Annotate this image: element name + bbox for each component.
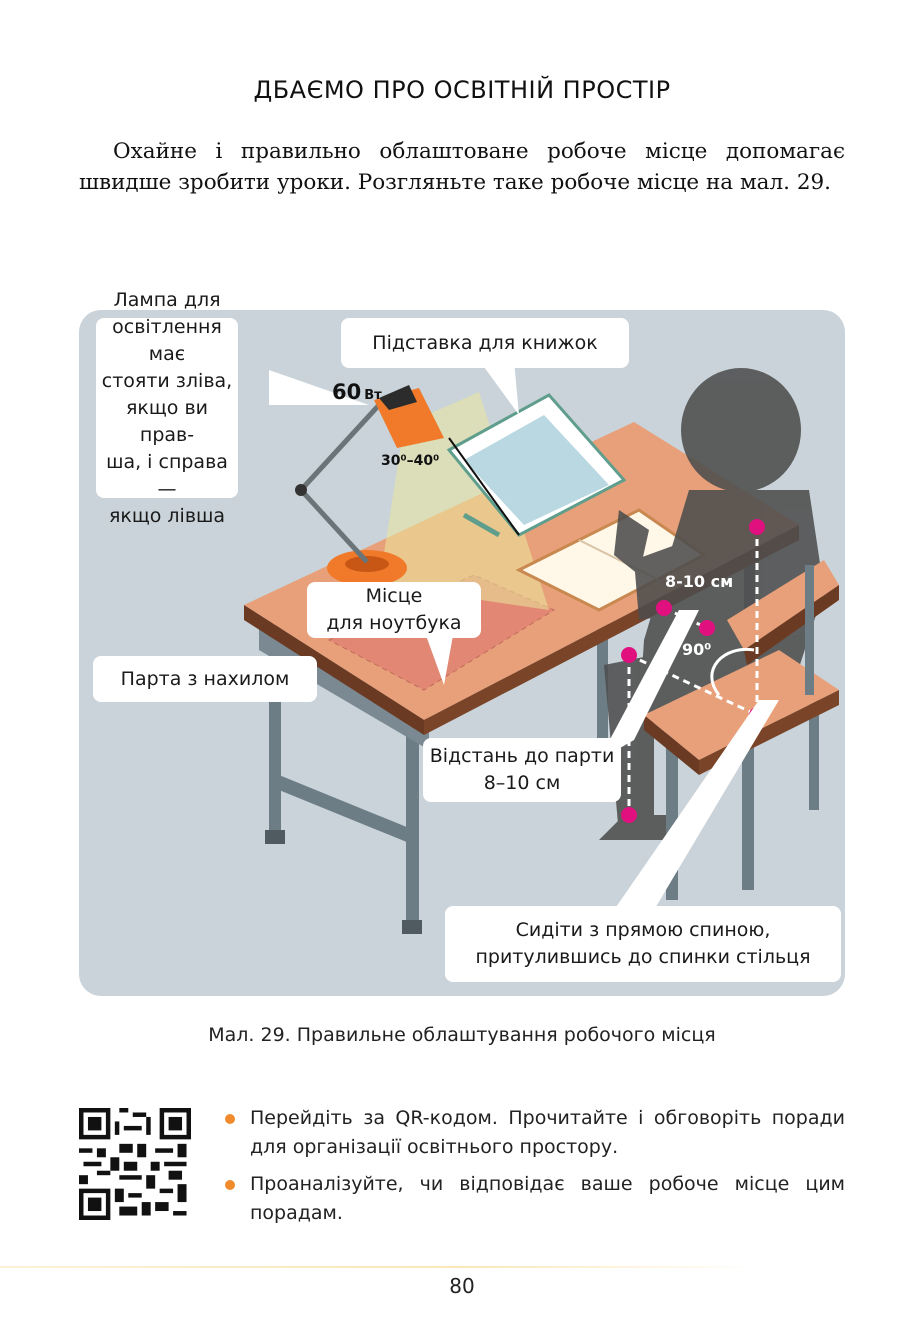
footer-divider — [0, 1266, 760, 1268]
figure-caption: Мал. 29. Правильне облаштування робочого місця — [208, 1024, 716, 1046]
page-heading: ДБАЄМО ПРО ОСВІТНІЙ ПРОСТІР — [253, 76, 671, 104]
book-stand-callout: Підставка для книжок — [341, 318, 629, 368]
gap-label: 8-10 см — [665, 572, 734, 591]
intro-paragraph: Охайне і правильно облаштоване робоче місце допомагає швидше зробити уроки. Розгляньте таке робоче місце на мал. 29. — [79, 139, 845, 195]
workplace-illustration — [79, 288, 845, 996]
lamp-power-label: 60 Вт — [332, 380, 382, 404]
distance-callout: Відстань до парти 8–10 см — [423, 738, 621, 802]
qr-code-icon[interactable] — [79, 1108, 191, 1220]
list-item: Проаналізуйте, чи відповідає ваше робоче місце цим порадам. — [225, 1170, 845, 1228]
list-item: Перейдіть за QR-кодом. Прочитайте і обговоріть поради для організації освітнього простору. — [225, 1104, 845, 1162]
tips-list — [225, 1104, 845, 1236]
bullet-icon — [225, 1180, 235, 1190]
knee-angle-label: 90⁰ — [682, 640, 712, 659]
desk-callout: Парта з нахилом — [93, 656, 317, 702]
stand-angle-label: 30⁰–40⁰ — [381, 453, 440, 469]
posture-callout: Сидіти з прямою спиною, притулившись до спинки стільця — [445, 906, 841, 982]
page-number: 80 — [449, 1274, 475, 1298]
laptop-place-callout: Місце для ноутбука — [307, 582, 481, 638]
bullet-icon — [225, 1114, 235, 1124]
lamp-callout: Лампа для освітлення має стояти зліва, якщо ви прав- ша, і справа — якщо лівша — [96, 318, 238, 498]
